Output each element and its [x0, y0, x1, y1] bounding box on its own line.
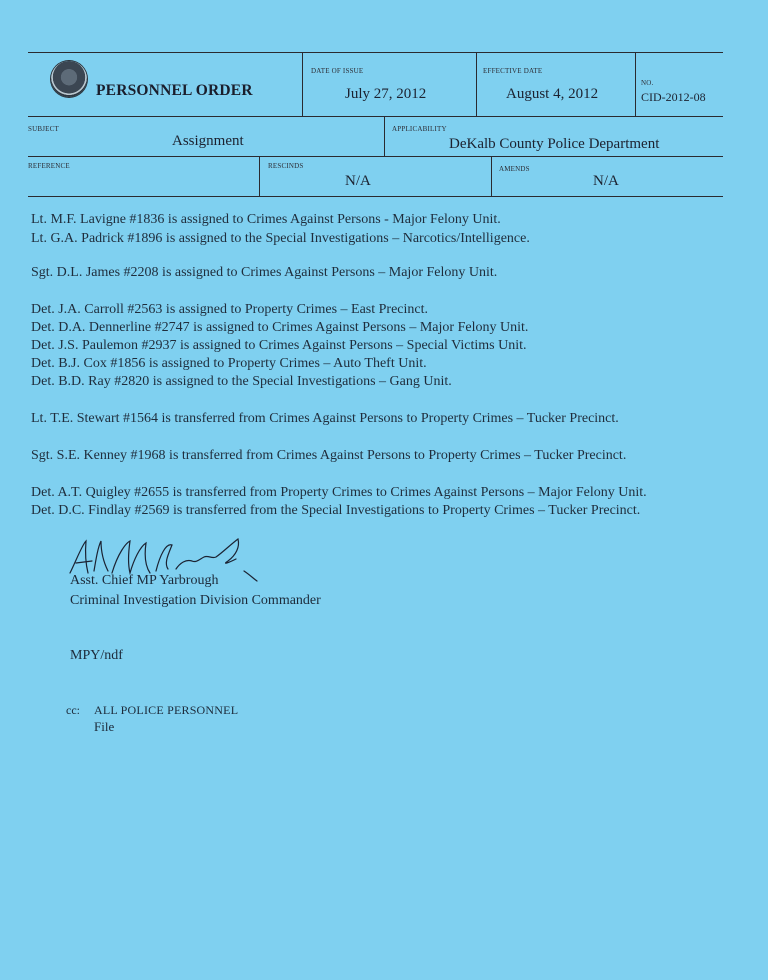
- cc-label: cc:: [66, 703, 80, 717]
- order-line: Lt. M.F. Lavigne #1836 is assigned to Crimes Against Persons - Major Felony Unit.: [31, 212, 501, 227]
- amends-value: N/A: [593, 173, 619, 189]
- order-line: Det. J.S. Paulemon #2937 is assigned to Crimes Against Persons – Special Victims Unit.: [31, 338, 527, 353]
- date-of-issue-label: DATE OF ISSUE: [311, 67, 364, 75]
- applicability-label: APPLICABILITY: [392, 125, 447, 133]
- effective-date-label: EFFECTIVE DATE: [483, 67, 543, 75]
- order-header-form: [28, 52, 723, 197]
- rescinds-label: RESCINDS: [268, 162, 304, 170]
- reference-label: REFERENCE: [28, 162, 70, 170]
- rescinds-value: N/A: [345, 173, 371, 189]
- amends-label: AMENDS: [499, 165, 530, 173]
- order-line: Lt. T.E. Stewart #1564 is transferred from Crimes Against Persons to Property Crimes – Tucker Precinct.: [31, 411, 619, 426]
- cc-recipient: ALL POLICE PERSONNEL: [94, 703, 239, 717]
- page-title: PERSONNEL ORDER: [96, 82, 253, 99]
- subject-value: Assignment: [172, 133, 244, 149]
- date-of-issue-value: July 27, 2012: [345, 86, 427, 102]
- typist-initials: MPY/ndf: [70, 648, 123, 663]
- order-line: Lt. G.A. Padrick #1896 is assigned to the Special Investigations – Narcotics/Intelligence.: [31, 231, 530, 246]
- county-seal-icon: [51, 61, 87, 97]
- order-number-value: CID-2012-08: [641, 90, 706, 104]
- signatory-role: Criminal Investigation Division Commander: [70, 593, 321, 608]
- order-line: Det. D.A. Dennerline #2747 is assigned to Crimes Against Persons – Major Felony Unit.: [31, 320, 529, 335]
- subject-label: SUBJECT: [28, 125, 59, 133]
- signatory-name: Asst. Chief MP Yarbrough: [70, 573, 219, 588]
- order-line: Sgt. D.L. James #2208 is assigned to Crimes Against Persons – Major Felony Unit.: [31, 265, 498, 280]
- applicability-value: DeKalb County Police Department: [449, 136, 660, 152]
- cc-file: File: [94, 719, 115, 734]
- order-line: Det. B.J. Cox #1856 is assigned to Property Crimes – Auto Theft Unit.: [31, 356, 427, 371]
- order-line: Det. J.A. Carroll #2563 is assigned to Property Crimes – East Precinct.: [31, 302, 428, 317]
- order-line: Sgt. S.E. Kenney #1968 is transferred from Crimes Against Persons to Property Crimes – Tucker Precinct.: [31, 448, 627, 463]
- order-line: Det. B.D. Ray #2820 is assigned to the Special Investigations – Gang Unit.: [31, 374, 452, 389]
- order-line: Det. D.C. Findlay #2569 is transferred from the Special Investigations to Property Crimes – Tucker Precinct.: [31, 503, 641, 518]
- effective-date-value: August 4, 2012: [506, 86, 599, 102]
- order-line: Det. A.T. Quigley #2655 is transferred from Property Crimes to Crimes Against Persons – Major Felony Unit.: [31, 485, 647, 500]
- order-number-label: NO.: [641, 79, 654, 87]
